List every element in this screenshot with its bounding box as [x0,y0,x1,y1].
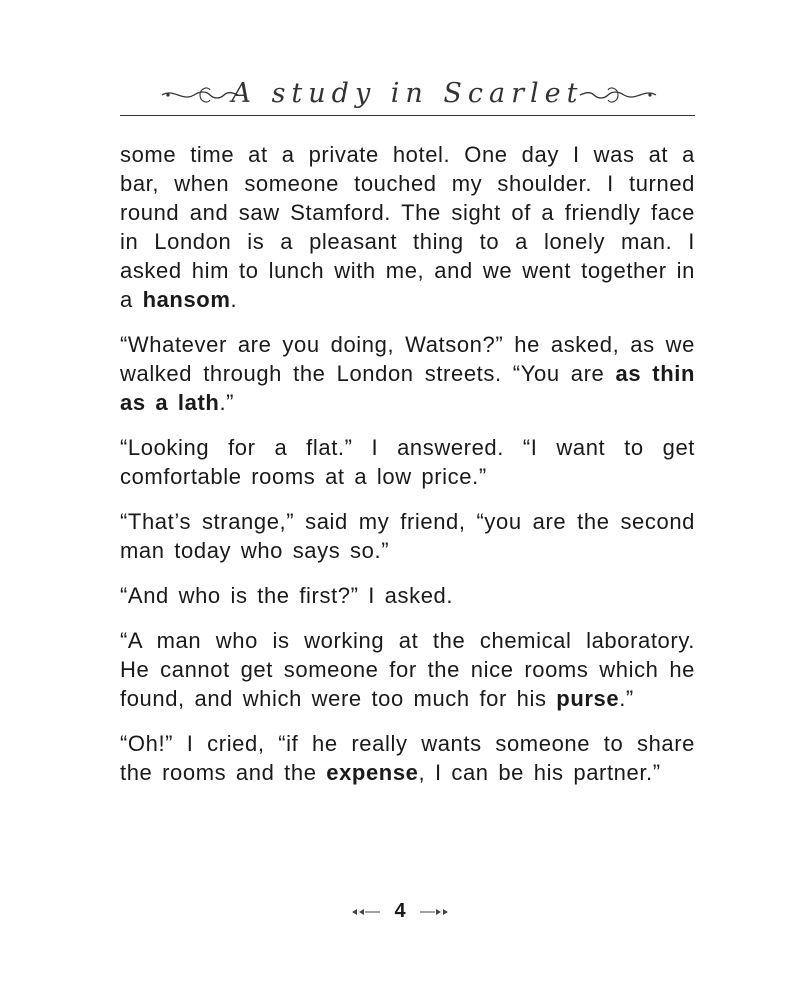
text-run: “And who is the first?” I asked. [120,583,454,608]
text-run: “Whatever are you doing, Watson?” he asked, as we walked through the London streets. “You are [120,332,695,386]
text-run: “Oh!” I cried, “if he really wants someone to share the rooms and the [120,731,695,785]
footer-ornament-left-icon [351,907,381,917]
text-run: .” [219,390,235,415]
paragraph [120,140,695,314]
glossary-term: purse [556,686,620,711]
paragraph [120,433,695,491]
glossary-term: as thin as a lath [120,361,695,415]
text-run: some time at a private hotel. One day I was at a bar, when someone touched my shoulder. I turned round and saw Stamford. The sight of a friendly face in London is a pleasant thing to a lonely man. I asked him to lunch with me, and we went together in a [120,142,695,312]
text-run: .” [619,686,634,711]
paragraph [120,729,695,787]
text-run: “A man who is working at the chemical laboratory. He cannot get someone for the nice rooms which he found, and which were too much for his [120,628,695,711]
book-title: A study in Scarlet [231,78,584,109]
body-text [120,140,695,803]
page-number: 4 [394,900,406,923]
text-run: . [230,287,238,312]
footer-ornament-right-icon [419,907,449,917]
paragraph [120,581,695,610]
glossary-term: hansom [142,287,231,312]
flourish-ornament-right-icon [578,84,658,106]
text-run: “Looking for a flat.” I answered. “I want to get comfortable rooms at a low price.” [120,435,695,489]
glossary-term: expense [326,760,419,785]
running-header [120,76,695,116]
header-rule [120,115,695,116]
paragraph [120,330,695,417]
text-run: “That’s strange,” said my friend, “you are the second man today who says so.” [120,509,695,563]
text-run: , I can be his partner.” [418,760,661,785]
page-footer [0,900,800,923]
paragraph [120,507,695,565]
paragraph [120,626,695,713]
